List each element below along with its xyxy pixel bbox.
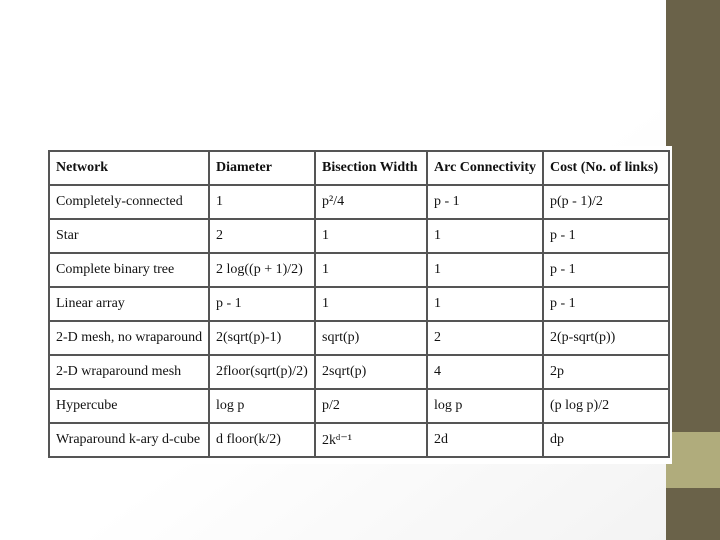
cell-arc-connectivity: 1 [427,219,543,253]
cell-diameter: log p [209,389,315,423]
decorative-sidebar-band [666,432,720,488]
cell-diameter: d floor(k/2) [209,423,315,457]
table-row [49,185,669,219]
cell-arc-connectivity: 2 [427,321,543,355]
cell-bisection-width: sqrt(p) [315,321,427,355]
cell-diameter: 2 [209,219,315,253]
cell-network: Star [49,219,209,253]
cell-network: Complete binary tree [49,253,209,287]
network-properties-table-image [44,146,672,464]
table-row [49,355,669,389]
cell-cost: p - 1 [543,287,669,321]
cell-network: Linear array [49,287,209,321]
cell-bisection-width: p/2 [315,389,427,423]
table-row [49,389,669,423]
table-header-row [49,151,669,185]
table-row [49,423,669,457]
cell-cost: p(p - 1)/2 [543,185,669,219]
cell-bisection-width: 1 [315,219,427,253]
table-row [49,219,669,253]
cell-network: Wraparound k-ary d-cube [49,423,209,457]
cell-bisection-width: 2sqrt(p) [315,355,427,389]
cell-arc-connectivity: log p [427,389,543,423]
cell-cost: 2(p-sqrt(p)) [543,321,669,355]
cell-cost: p - 1 [543,253,669,287]
header-cost: Cost (No. of links) [543,151,669,185]
cell-arc-connectivity: p - 1 [427,185,543,219]
header-bisection-width: Bisection Width [315,151,427,185]
cell-diameter: 2 log((p + 1)/2) [209,253,315,287]
table-row [49,253,669,287]
cell-diameter: p - 1 [209,287,315,321]
cell-diameter: 2floor(sqrt(p)/2) [209,355,315,389]
cell-network: 2-D mesh, no wraparound [49,321,209,355]
cell-network: Hypercube [49,389,209,423]
table-row [49,287,669,321]
cell-arc-connectivity: 4 [427,355,543,389]
cell-network: Completely-connected [49,185,209,219]
cell-bisection-width: p²/4 [315,185,427,219]
header-arc-connectivity: Arc Connectivity [427,151,543,185]
cell-cost: p - 1 [543,219,669,253]
header-network: Network [49,151,209,185]
cell-cost: 2p [543,355,669,389]
cell-network: 2-D wraparound mesh [49,355,209,389]
cell-bisection-width: 1 [315,287,427,321]
network-properties-table [48,150,670,458]
table-row [49,321,669,355]
cell-cost: dp [543,423,669,457]
cell-diameter: 2(sqrt(p)-1) [209,321,315,355]
cell-cost: (p log p)/2 [543,389,669,423]
header-diameter: Diameter [209,151,315,185]
cell-arc-connectivity: 1 [427,287,543,321]
cell-diameter: 1 [209,185,315,219]
cell-arc-connectivity: 2d [427,423,543,457]
cell-arc-connectivity: 1 [427,253,543,287]
cell-bisection-width: 1 [315,253,427,287]
cell-bisection-width: 2kᵈ⁻¹ [315,423,427,457]
